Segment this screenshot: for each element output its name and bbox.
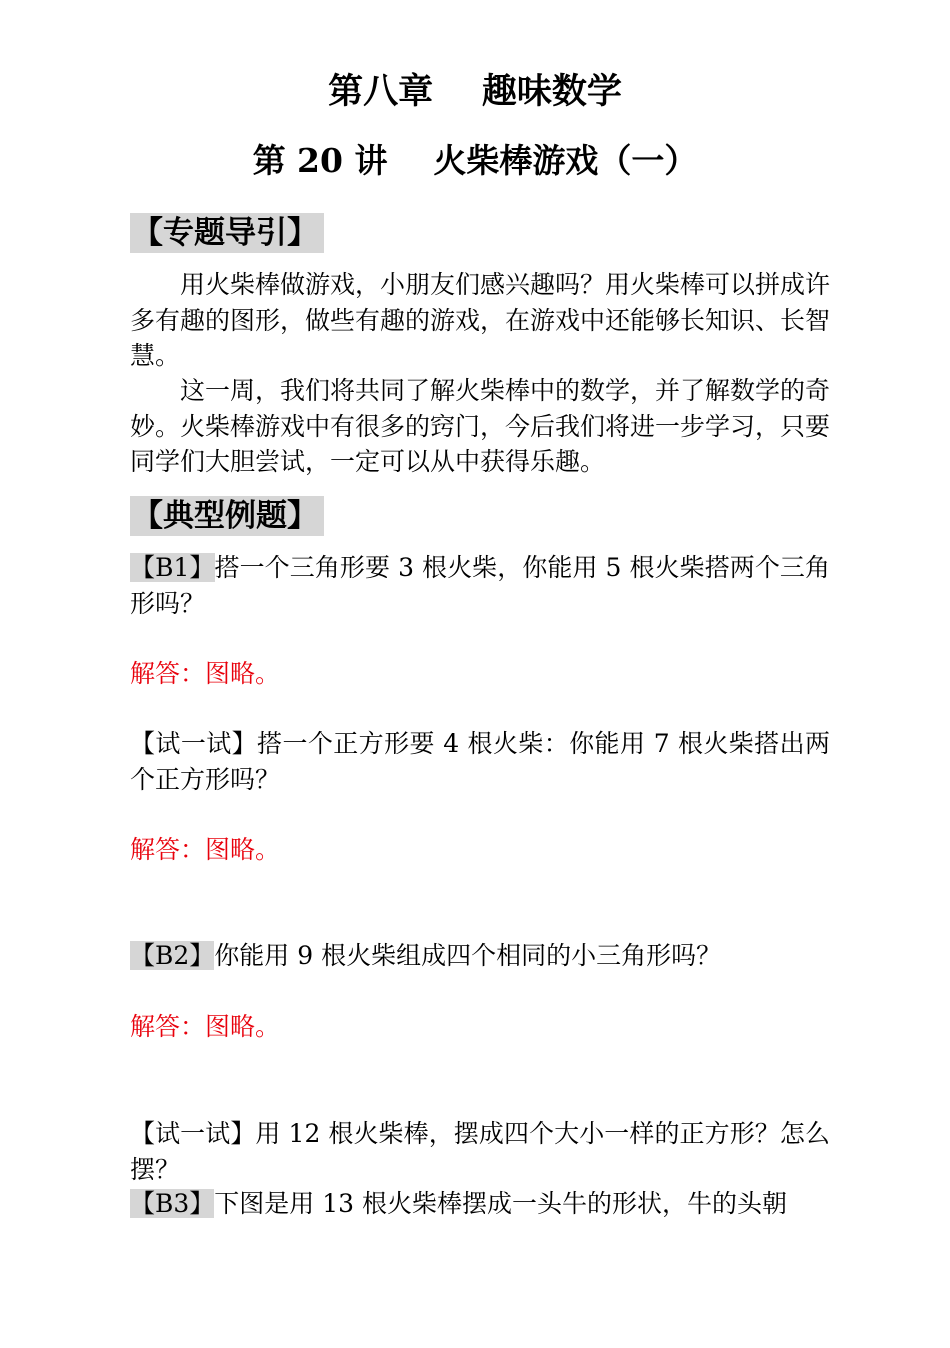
try1-answer: 解答：图略。 — [130, 835, 281, 864]
example-b1-question — [130, 550, 830, 621]
example-b2-question — [130, 938, 830, 974]
example-b3-question — [130, 1186, 830, 1222]
examples-heading: 【典型例题】 — [130, 496, 324, 536]
try2-tag: 【试一试】 — [130, 1119, 256, 1148]
try1-text: 搭一个正方形要 4 根火柴：你能用 7 根火柴搭出两个正方形吗？ — [130, 729, 830, 794]
example-b1-text: 搭一个三角形要 3 根火柴，你能用 5 根火柴搭两个三角形吗？ — [130, 553, 830, 618]
intro-heading: 【专题导引】 — [130, 213, 324, 253]
lecture-title: 第 20 讲 火柴棒游戏（一） — [252, 141, 698, 180]
example-b2-text: 你能用 9 根火柴组成四个相同的小三角形吗？ — [214, 941, 722, 970]
intro-paragraph-1: 用火柴棒做游戏，小朋友们感兴趣吗？用火柴棒可以拼成许多有趣的图形，做些有趣的游戏，在游戏中还能够长知识、长智慧。 — [130, 270, 831, 370]
example-b1-answer: 解答：图略。 — [130, 659, 281, 688]
chapter-title: 第八章 趣味数学 — [328, 71, 622, 112]
try1-question — [130, 726, 830, 797]
try2-text: 用 12 根火柴棒，摆成四个大小一样的正方形？怎么摆？ — [130, 1119, 830, 1184]
example-b1-tag: 【B1】 — [130, 553, 215, 582]
example-b2-answer: 解答：图略。 — [130, 1012, 281, 1041]
intro-paragraph-2: 这一周，我们将共同了解火柴棒中的数学，并了解数学的奇妙。火柴棒游戏中有很多的窍门，今后我们将进一步学习，只要同学们大胆尝试，一定可以从中获得乐趣。 — [130, 376, 831, 476]
try1-tag: 【试一试】 — [130, 729, 258, 758]
example-b2-tag: 【B2】 — [130, 941, 215, 970]
example-b3-text: 下图是用 13 根火柴棒摆成一头牛的形状，牛的头朝 — [214, 1189, 787, 1218]
try2-question — [130, 1116, 830, 1187]
example-b3-tag: 【B3】 — [130, 1189, 215, 1218]
